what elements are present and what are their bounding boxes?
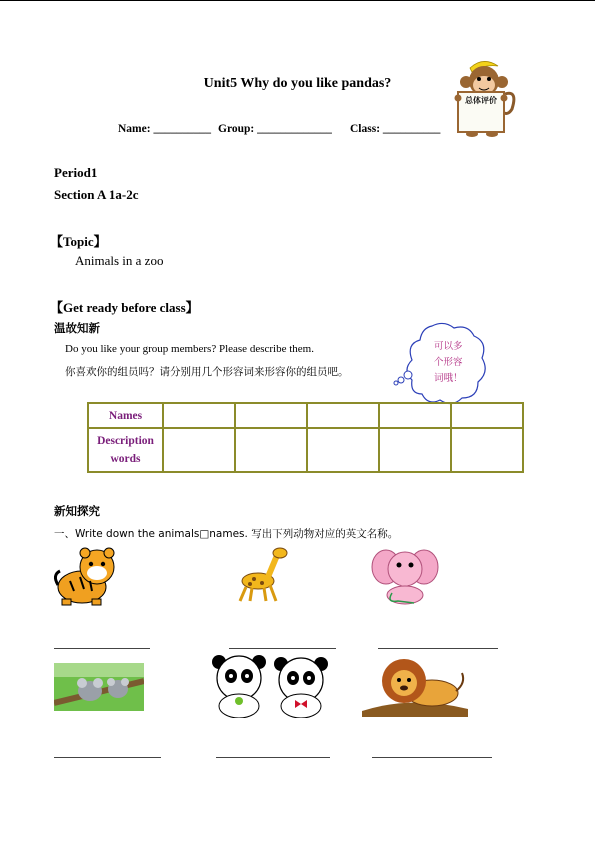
description-cell[interactable] xyxy=(235,428,307,472)
monkey-badge-icon xyxy=(450,54,520,139)
explore-instruction: 一、Write down the animals□names. 写出下列动物对应的英文名称。 xyxy=(54,528,399,540)
answer-line[interactable] xyxy=(54,648,150,649)
section-label: Section A 1a-2c xyxy=(54,187,139,202)
description-header-line1: Description xyxy=(97,435,154,447)
names-cell[interactable] xyxy=(163,403,235,428)
answer-line[interactable] xyxy=(378,648,498,649)
names-cell[interactable] xyxy=(235,403,307,428)
tiger-icon xyxy=(52,545,130,607)
badge-text: 总体评价 xyxy=(465,96,497,105)
giraffe-icon xyxy=(232,545,290,603)
names-header: Names xyxy=(88,403,163,428)
lion-icon xyxy=(362,653,468,717)
answer-line[interactable] xyxy=(229,648,336,649)
explore-label: 新知探究 xyxy=(54,504,100,518)
description-cell[interactable] xyxy=(379,428,451,472)
review-label: 温故知新 xyxy=(54,321,100,335)
question-en: Do you like your group members? Please describe them. xyxy=(65,343,314,355)
names-cell[interactable] xyxy=(307,403,379,428)
description-cell[interactable] xyxy=(451,428,523,472)
koala-icon xyxy=(54,663,144,711)
answer-line[interactable] xyxy=(54,757,161,758)
question-cn: 你喜欢你的组员吗？请分别用几个形容词来形容你的组员吧。 xyxy=(65,366,349,378)
group-field: Group: _____________ xyxy=(218,123,332,135)
class-field: Class: __________ xyxy=(350,123,441,135)
page-title: Unit5 Why do you like pandas? xyxy=(203,76,392,91)
topic-heading: 【Topic】 xyxy=(50,234,107,249)
names-cell[interactable] xyxy=(379,403,451,428)
name-field: Name: __________ xyxy=(118,123,211,135)
bubble-line-1: 可以多 xyxy=(434,341,463,352)
answer-line[interactable] xyxy=(216,757,330,758)
description-header xyxy=(88,428,163,472)
bubble-line-3: 词哦！ xyxy=(434,373,463,384)
panda-icon xyxy=(207,654,337,718)
top-border xyxy=(0,0,595,1)
topic-text: Animals in a zoo xyxy=(75,253,164,268)
get-ready-heading: 【Get ready before class】 xyxy=(50,300,199,315)
bubble-line-2: 个形容 xyxy=(434,357,463,368)
thought-bubble xyxy=(392,320,492,408)
names-cell[interactable] xyxy=(451,403,523,428)
elephant-icon xyxy=(366,545,442,607)
description-cell[interactable] xyxy=(307,428,379,472)
description-cell[interactable] xyxy=(163,428,235,472)
answer-line[interactable] xyxy=(372,757,492,758)
description-table xyxy=(87,402,524,473)
description-header-line2: words xyxy=(110,453,141,465)
period-label: Period1 xyxy=(54,165,98,180)
